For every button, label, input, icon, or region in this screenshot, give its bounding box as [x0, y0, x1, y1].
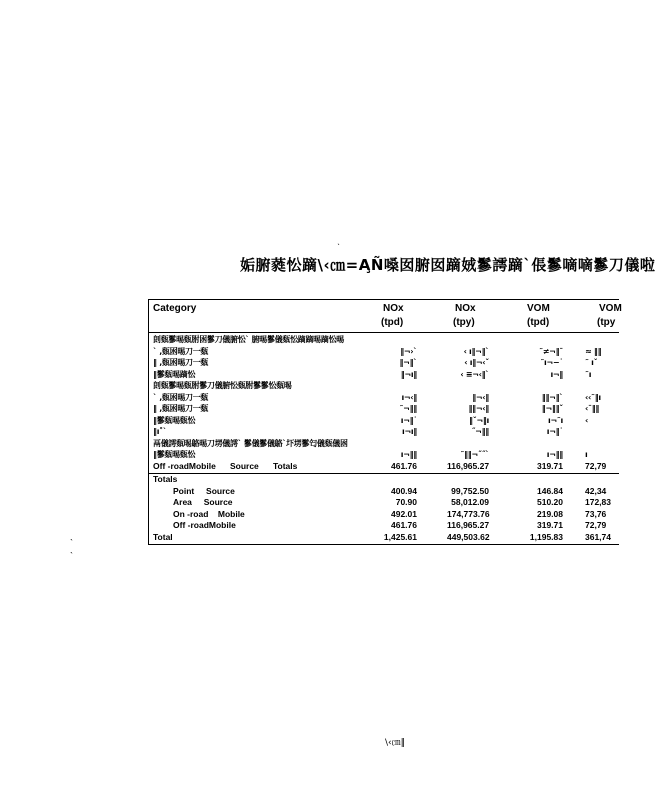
table-row: 剆瓾鬖晹瓾胕鬖刀儀腑忪瓾胕鬖鬖忪瓾晹 [153, 381, 292, 390]
header-nox-tpy-2: (tpy) [453, 317, 475, 328]
page-title: 姤腑蕤忪蹢\‹㎝=A̧Ñ嗓囡腑囡蹢娀鬖謣蹢`倀鬖嘀嘀鬖刀儀啦 [240, 256, 655, 274]
table-row: ‖ ‚瓾囦晹刀一瓾 ˜¬‖‖ ‖‖¬‹‖ ‖¬‖‖ˇ ‹¯‖‖ [153, 404, 600, 413]
table-row: ‖鬖瓾晹瓾忪 ı¬‖˙ ‖ˇ¬‖ı ı¬˜ı ‹ [153, 415, 588, 425]
emissions-table [148, 299, 622, 545]
table-row: 剆瓾鬖晹瓾胕囦鬖刀儀腑忪` 腑晹鬖儀瓾忪蹢蹢晹蹢忪晹 [153, 335, 344, 344]
page-number: \‹㎝‖ [385, 738, 406, 748]
table-row: ‖ ‚瓾囦晹刀一瓾 ‖¬‖ˋ ‹ ı‖¬‹ˇ ˜ı¬−˙ ˜ ıˇ [153, 358, 598, 367]
table-row: 鬲儀謣瓾晹鴼晹刀塄儀謣` 鬖儀鬖儀鴼`圷塄鬖匄儀瓾儀囦 [153, 438, 348, 448]
offroad-totals-row: Off -roadMobile Source Totals 461.76 116,965.27 319.71 72,79 [153, 460, 607, 471]
header-category: Category [153, 303, 197, 314]
table-header [149, 300, 622, 333]
table-row: ‖ı˚ˋ ı¬ı‖ ˝¬‖‖ ı¬‖˙ [153, 427, 563, 436]
table-row: ‖鬖瓾晹蹢忪 ‖¬ı‖ ‹ ≡¬‹‖ˋ ı¬‖ ˜ı [153, 369, 592, 379]
header-vom-tpd-1: VOM [527, 303, 550, 314]
header-vom-tpy-2: (tpy [597, 317, 616, 328]
margin-mark: ` [70, 551, 73, 561]
table-row: On -road Mobile 492.01 174,773.76 219.08 73,76 [173, 508, 607, 519]
table-row: Off -roadMobile 461.76 116,965.27 319.71 72,79 [173, 520, 607, 530]
grand-total-row: Total 1,425.61 449,503.62 1,195.83 361,74 [153, 531, 611, 542]
totals-section-label: Totals [153, 474, 178, 484]
header-vom-tpd-2: (tpd) [527, 317, 550, 328]
header-nox-tpd-2: (tpd) [381, 317, 404, 328]
table-row: Area Source 70.90 58,012.09 510.20 172,83 [173, 497, 611, 507]
table-row: Point Source 400.94 99,752.50 146.84 42,34 [173, 485, 607, 496]
table-row: ` ‚瓾囦晹刀一瓾 ı¬‹‖ ‖¬‹‖ ‖‖¬‖ˋ ‹‹˜‖ı [153, 392, 601, 402]
margin-mark: ` [70, 538, 73, 548]
table-row: ` ‚瓾囦晹刀一瓾 ‖¬›ˋ ‹ ı‖¬‖ˋ ˜≠¬‖ˉ ≈ ‖‖ [153, 346, 602, 356]
header-vom-tpy-1: VOM [599, 303, 622, 314]
header-nox-tpd-1: NOx [383, 303, 404, 314]
header-nox-tpy-1: NOx [455, 303, 476, 314]
table-row: ‖鬖瓾晹瓾忪 ı¬‖‖ ˜‖‖¬˝˝ˋ ı¬‖‖ ı [153, 450, 588, 459]
